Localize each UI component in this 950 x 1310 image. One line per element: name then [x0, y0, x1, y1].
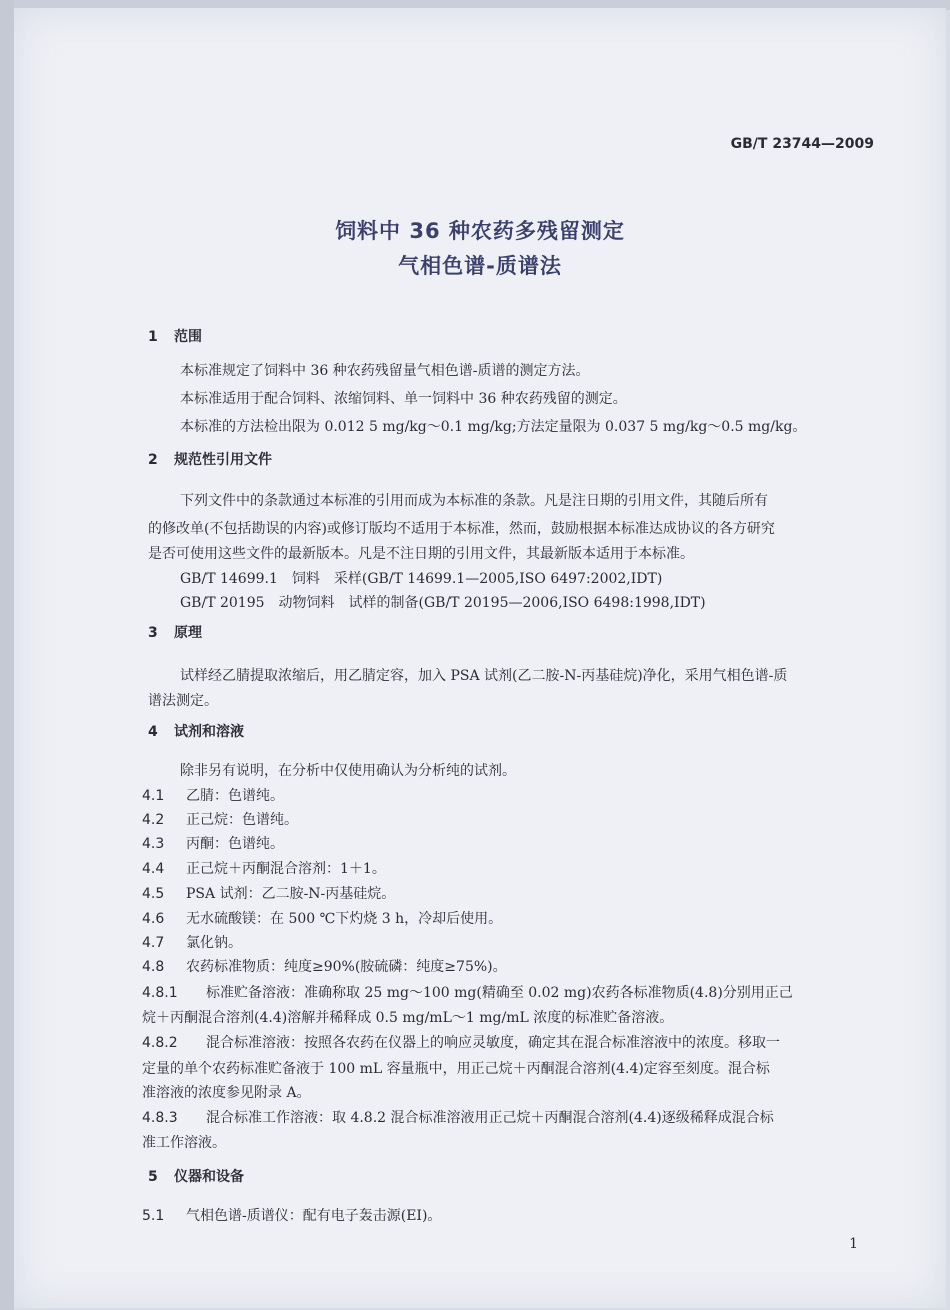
- scan-border-left: [0, 0, 14, 1310]
- clause-5-1: 5.1 气相色谱-质谱仪：配有电子轰击源(EI)。: [142, 1208, 442, 1224]
- paragraph-line: 的修改单(不包括勘误的内容)或修订版均不适用于本标准，然而，鼓励根据本标准达成协议的各方研究: [148, 521, 775, 537]
- section-3-heading: [148, 622, 202, 642]
- paragraph-line: 定量的单个农药标准贮备液于 100 mL 容量瓶中，用正己烷＋丙酮混合溶剂(4.4)定容至刻度。混合标: [142, 1061, 770, 1077]
- section-title: 规范性引用文件: [174, 452, 272, 468]
- paragraph-line: 准溶液的浓度参见附录 A。: [142, 1085, 311, 1101]
- document-title-line2: 气相色谱-质谱法: [398, 254, 562, 278]
- section-1-heading: [148, 326, 202, 346]
- clause-4-3: 4.3 丙酮：色谱纯。: [142, 836, 284, 852]
- section-title: 试剂和溶液: [174, 724, 244, 740]
- clause-4-2: 4.2 正己烷：色谱纯。: [142, 812, 298, 828]
- section-title: 范围: [174, 329, 202, 345]
- paragraph-line: 本标准适用于配合饲料、浓缩饲料、单一饲料中 36 种农药残留的测定。: [180, 391, 627, 407]
- document-title-line1: 饲料中 36 种农药多残留测定: [335, 219, 625, 243]
- section-number: 3: [148, 625, 158, 641]
- clause-4-8: 4.8 农药标准物质：纯度≥90%(胺硫磷：纯度≥75%)。: [142, 959, 507, 975]
- paragraph-line: 本标准规定了饲料中 36 种农药残留量气相色谱-质谱的测定方法。: [180, 363, 590, 379]
- reference-item: GB/T 14699.1 饲料 采样(GB/T 14699.1—2005,ISO 6497:2002,IDT): [180, 571, 663, 587]
- section-title: 仪器和设备: [174, 1169, 244, 1185]
- section-number: 5: [148, 1169, 158, 1185]
- paragraph-line: 试样经乙腈提取浓缩后，用乙腈定容，加入 PSA 试剂(乙二胺-N-丙基硅烷)净化，采用气相色谱-质: [180, 668, 788, 684]
- paragraph-line: 谱法测定。: [148, 693, 218, 709]
- section-4-heading: [148, 721, 244, 741]
- section-5-heading: [148, 1166, 244, 1186]
- document-page: [14, 8, 946, 1308]
- paragraph-line: 准工作溶液。: [142, 1135, 226, 1151]
- paragraph-line: 下列文件中的条款通过本标准的引用而成为本标准的条款。凡是注日期的引用文件，其随后所有: [180, 493, 768, 509]
- section-number: 1: [148, 329, 158, 345]
- paragraph-line: 本标准的方法检出限为 0.012 5 mg/kg～0.1 mg/kg;方法定量限为 0.037 5 mg/kg～0.5 mg/kg。: [180, 419, 807, 435]
- section-2-heading: [148, 449, 272, 469]
- clause-4-5: 4.5 PSA 试剂：乙二胺-N-丙基硅烷。: [142, 886, 396, 902]
- paragraph-line: 烷＋丙酮混合溶剂(4.4)溶解并稀释成 0.5 mg/mL～1 mg/mL 浓度的标准贮备溶液。: [142, 1010, 674, 1026]
- paragraph-line: 是否可使用这些文件的最新版本。凡是不注日期的引用文件，其最新版本适用于本标准。: [148, 546, 694, 562]
- section-title: 原理: [174, 625, 202, 641]
- page-number: 1: [849, 1236, 858, 1252]
- section-number: 4: [148, 724, 158, 740]
- clause-4-4: 4.4 正己烷＋丙酮混合溶剂：1＋1。: [142, 861, 386, 877]
- paragraph-line: 除非另有说明，在分析中仅使用确认为分析纯的试剂。: [180, 763, 516, 779]
- clause-4-8-2: 4.8.2 混合标准溶液：按照各农药在仪器上的响应灵敏度，确定其在混合标准溶液中的浓度。移取一: [142, 1035, 780, 1051]
- clause-4-6: 4.6 无水硫酸镁：在 500 ℃下灼烧 3 h，冷却后使用。: [142, 911, 503, 927]
- standard-number: GB/T 23744—2009: [730, 136, 874, 152]
- clause-4-1: 4.1 乙腈：色谱纯。: [142, 788, 284, 804]
- clause-4-8-3: 4.8.3 混合标准工作溶液：取 4.8.2 混合标准溶液用正己烷＋丙酮混合溶剂(4.4)逐级稀释成混合标: [142, 1110, 774, 1126]
- section-number: 2: [148, 452, 158, 468]
- clause-4-8-1: 4.8.1 标准贮备溶液：准确称取 25 mg～100 mg(精确至 0.02 mg)农药各标准物质(4.8)分别用正己: [142, 985, 793, 1001]
- reference-item: GB/T 20195 动物饲料 试样的制备(GB/T 20195—2006,ISO 6498:1998,IDT): [180, 595, 706, 611]
- clause-4-7: 4.7 氯化钠。: [142, 935, 242, 951]
